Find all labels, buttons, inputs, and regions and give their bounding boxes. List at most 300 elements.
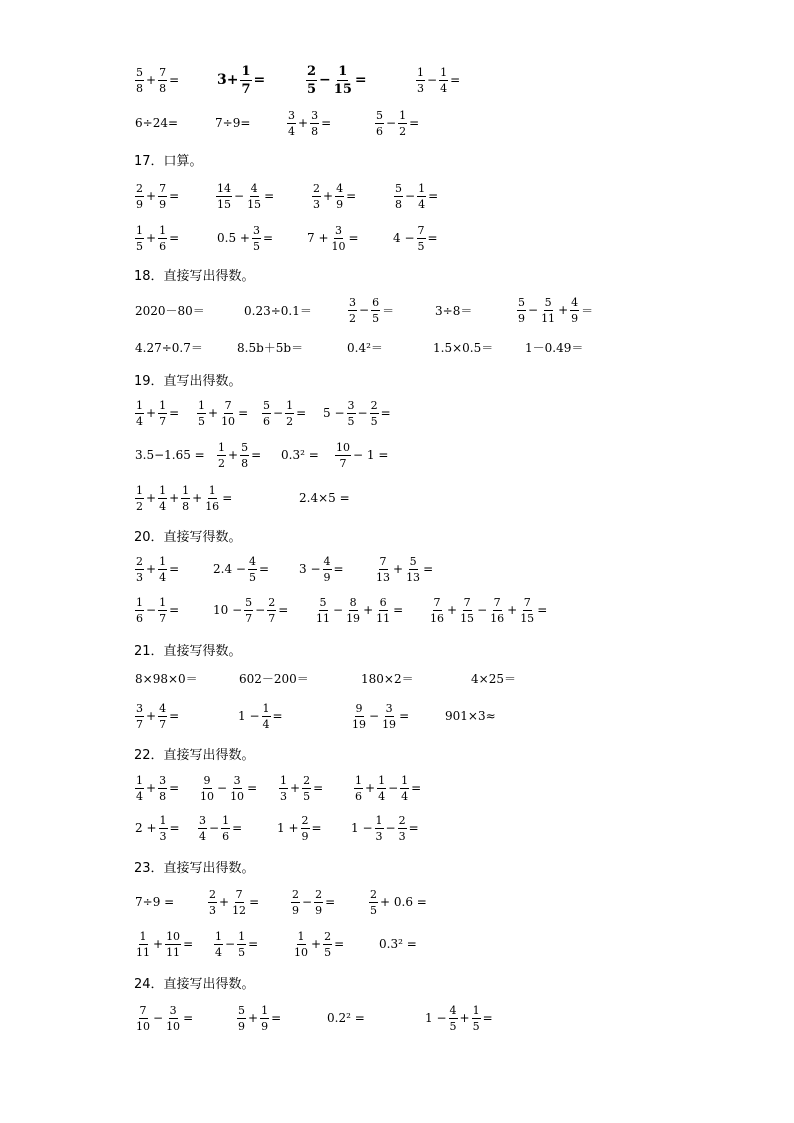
fraction [331,225,347,252]
expr-text: = [249,895,260,909]
numerator: 1 [218,440,225,454]
denominator: 4 [199,829,206,843]
fraction [208,889,217,916]
denominator: 5 [248,570,256,584]
denominator: 15 [460,611,475,625]
expr-text: + [323,189,334,203]
denominator: 9 [136,197,143,211]
expr-text: 2.4×5 = [299,491,350,505]
numerator: 1 [159,595,167,609]
equation [216,220,274,256]
denominator: 15 [333,81,352,97]
denominator: 8 [241,456,249,470]
expr-text: 2020－80＝ [135,303,205,318]
expr-text: 8.5b＋5b＝ [237,340,304,355]
fraction [246,183,262,210]
fraction [244,597,253,624]
numerator: 2 [136,554,143,568]
expr-text: 3+ [217,72,239,88]
denominator: 7 [268,611,276,625]
expr-text: = [346,189,357,203]
numerator: 3 [385,701,393,715]
numerator: 4 [248,554,256,568]
numerator: 1 [136,398,143,412]
expr-text: = [380,406,391,420]
fraction [135,183,144,210]
numerator: 7 [159,181,167,195]
denominator: 3 [313,197,320,211]
equation [374,105,420,141]
equation-row [0,660,794,696]
expr-text: 901×3≈ [445,709,496,723]
expr-text: + [248,1011,259,1025]
expr-text: = [169,406,180,420]
denominator: 5 [370,414,378,428]
fraction [135,703,144,730]
fraction [398,815,407,842]
expr-text: 4 − [393,231,415,245]
numerator: 1 [139,929,147,943]
fraction [375,110,384,137]
equation [374,551,434,587]
denominator: 10 [331,239,346,253]
fraction [302,775,311,802]
fraction [375,597,391,624]
expr-text: = [222,491,233,505]
equation-row [0,62,794,98]
equation [134,698,180,734]
fraction [158,775,167,802]
numerator: 7 [159,65,167,79]
denominator: 9 [261,1019,269,1033]
numerator: 2 [268,595,276,609]
numerator: 3 [252,223,260,237]
numerator: 4 [159,701,167,715]
expr-text: = [482,1011,493,1025]
fraction [293,931,309,958]
numerator: 1 [159,554,167,568]
numerator: 1 [262,701,270,715]
problem-heading: 24．直接写出得数。 [134,977,255,992]
fraction [405,556,421,583]
denominator: 6 [136,611,143,625]
expr-text: = [169,709,180,723]
problem-heading: 23．直接写出得数。 [134,861,255,876]
equation-row [0,395,794,431]
equation [196,395,249,431]
expr-text: = [264,189,275,203]
numerator: 7 [139,1003,147,1017]
equation [326,1000,366,1036]
numerator: 7 [417,223,425,237]
expr-text: 3 − [299,562,321,576]
denominator: 4 [262,717,270,731]
expr-text: = [296,406,307,420]
denominator: 13 [406,570,421,584]
fraction [135,1005,151,1032]
expr-text: ＝ [382,303,395,318]
problem-heading: 17．口算。 [134,154,203,169]
denominator: 4 [159,570,167,584]
expr-text: − [333,603,344,617]
expr-text: = [325,895,336,909]
numerator: 1 [136,595,143,609]
equation [236,1000,282,1036]
expr-text: = [183,937,194,951]
expr-text: − [385,821,396,835]
denominator: 3 [375,829,383,843]
denominator: 5 [252,239,260,253]
fraction [198,815,207,842]
denominator: 5 [347,414,355,428]
equation [298,480,351,516]
numerator: 3 [136,701,143,715]
expr-text: ＝ [581,303,594,318]
numerator: 2 [398,813,406,827]
expr-text: − [302,895,313,909]
equation [215,178,275,214]
equation [134,105,179,141]
numerator: 7 [433,595,441,609]
fraction [135,485,144,512]
equation-row [0,926,794,962]
equation [134,178,180,214]
numerator: 1 [280,773,287,787]
numerator: 1 [399,108,407,122]
equation-row [0,698,794,734]
numerator: 9 [355,701,363,715]
expr-text: 0.3² = [379,937,417,951]
fraction [158,556,167,583]
numerator: 1 [472,1003,480,1017]
equation-row [0,178,794,214]
denominator: 4 [378,789,386,803]
equation [238,660,310,696]
denominator: 5 [303,789,311,803]
expr-text: = [253,72,266,88]
fraction [197,400,206,427]
equation [314,592,404,628]
denominator: 8 [395,197,402,211]
expr-text: 10 − [213,603,243,617]
expr-text: = [311,821,322,835]
numerator: 1 [417,65,424,79]
expr-text: 6÷24= [135,116,179,130]
expr-text: + [146,189,157,203]
fraction [240,65,251,96]
denominator: 19 [346,611,361,625]
expr-text: − [234,189,245,203]
equation [428,592,548,628]
equation [134,592,180,628]
numerator: 2 [370,887,377,901]
denominator: 9 [323,570,331,584]
fraction [204,485,220,512]
expr-text: 1 − [238,709,260,723]
expr-text: + 0.6 = [380,895,427,909]
denominator: 11 [136,945,150,959]
numerator: 1 [208,483,216,497]
fraction [417,183,426,210]
expr-text: = [247,781,258,795]
fraction [354,775,363,802]
numerator: 3 [199,813,206,827]
numerator: 7 [235,887,243,901]
expr-text: 180×2＝ [361,671,414,686]
numerator: 1 [338,63,348,79]
expr-text: 0.4²＝ [347,340,383,355]
fraction [348,297,357,324]
fraction [312,183,321,210]
equation [134,770,180,806]
numerator: 1 [215,929,222,943]
fraction [158,400,167,427]
fraction [570,297,579,324]
denominator: 2 [218,456,225,470]
fraction [262,400,271,427]
fraction [375,815,384,842]
fraction [310,110,319,137]
expr-text: = [169,781,180,795]
denominator: 9 [336,197,344,211]
equation [134,884,175,920]
expr-text: = [428,189,439,203]
denominator: 2 [286,414,294,428]
expr-text: − [357,406,368,420]
expr-text: − [427,73,438,87]
equation [214,105,251,141]
expr-text: + [558,303,569,317]
equation [134,660,199,696]
equation [280,437,320,473]
expr-text: − [209,821,220,835]
denominator: 4 [418,197,426,211]
numerator: 1 [375,813,383,827]
fraction [165,931,181,958]
numerator: 2 [136,181,143,195]
equation [276,810,323,846]
expr-text: = [169,189,180,203]
expr-text: 1.5×0.5＝ [433,340,494,355]
expr-text: + [146,406,157,420]
equation [134,395,180,431]
fraction [159,815,168,842]
numerator: 1 [261,1003,269,1017]
numerator: 1 [297,929,305,943]
denominator: 6 [376,124,383,138]
expr-text: 3.5−1.65 = [135,448,205,462]
equation [278,770,324,806]
expr-text: + [507,603,518,617]
equation [134,1000,194,1036]
expr-text: + [298,116,309,130]
denominator: 7 [241,81,251,97]
fraction [237,931,246,958]
denominator: 5 [449,1019,457,1033]
expr-text: − [477,603,488,617]
numerator: 1 [355,773,362,787]
denominator: 2 [399,124,407,138]
expr-text: 5 − [323,406,345,420]
expr-text: = [232,821,243,835]
numerator: 1 [136,483,143,497]
equation [350,698,410,734]
fraction [216,183,232,210]
expr-text: = [258,562,270,576]
denominator: 8 [182,499,190,513]
problem-heading: 19．直写出得数。 [134,374,242,389]
equation [360,660,415,696]
fraction [489,597,505,624]
numerator: 6 [372,295,380,309]
equation [353,770,422,806]
expr-text: 7÷9= [215,116,251,130]
denominator: 3 [417,81,424,95]
numerator: 5 [518,295,525,309]
denominator: 7 [339,456,347,470]
fraction [333,65,353,96]
fraction [472,1005,481,1032]
equation [346,329,384,365]
denominator: 3 [209,903,216,917]
denominator: 9 [518,311,525,325]
fraction [417,225,426,252]
equation [470,660,517,696]
denominator: 4 [215,945,222,959]
fraction [394,183,403,210]
numerator: 2 [324,929,332,943]
expr-text: 1 − [425,1011,447,1025]
equation [350,810,420,846]
denominator: 9 [301,829,309,843]
equation-row [0,292,794,328]
expr-text: − [369,709,380,723]
fraction [240,442,249,469]
equation-row [0,105,794,141]
expr-text: − [528,303,539,317]
fraction [231,889,247,916]
fraction [158,67,167,94]
fraction [135,400,144,427]
fraction [135,67,144,94]
fraction [135,931,151,958]
expr-text: + [208,406,219,420]
numerator: 7 [224,398,232,412]
equation [290,884,336,920]
equation [334,437,389,473]
expr-text: = [408,821,419,835]
denominator: 7 [159,414,167,428]
equation [236,329,304,365]
numerator: 4 [571,295,579,309]
numerator: 5 [245,595,253,609]
numerator: 14 [217,181,231,195]
denominator: 10 [221,414,236,428]
expr-text: + [169,491,180,505]
fraction [449,1005,458,1032]
denominator: 7 [136,717,143,731]
denominator: 15 [247,197,262,211]
numerator: 1 [198,398,205,412]
expr-text: = [334,937,345,951]
equation [444,698,497,734]
expr-text: = [272,709,283,723]
equation [134,810,181,846]
fraction [229,775,245,802]
expr-text: 0.3² = [281,448,319,462]
expr-text: − [273,406,284,420]
fraction [314,889,323,916]
equation-row [0,551,794,587]
fraction [369,889,378,916]
denominator: 19 [352,717,366,731]
fraction [315,597,331,624]
denominator: 9 [315,903,323,917]
numerator: 1 [136,773,143,787]
fraction [237,1005,246,1032]
denominator: 9 [238,1019,245,1033]
denominator: 7 [159,611,167,625]
equation [311,178,357,214]
numerator: 7 [523,595,531,609]
equation [212,592,289,628]
denominator: 10 [136,1019,150,1033]
fraction [351,703,367,730]
numerator: 5 [376,108,383,122]
numerator: 2 [315,887,323,901]
expr-text: = [251,448,262,462]
denominator: 8 [159,789,167,803]
numerator: 3 [335,223,343,237]
expr-text: + [311,937,322,951]
expr-text: + [219,895,230,909]
numerator: 4 [336,181,344,195]
numerator: 6 [379,595,387,609]
problem-heading: 18．直接写出得数。 [134,269,255,284]
denominator: 10 [230,789,245,803]
numerator: 5 [319,595,327,609]
equation-row [0,220,794,256]
denominator: 19 [382,717,397,731]
fraction [279,775,288,802]
expr-text: 602－200＝ [239,671,309,686]
equation [134,292,206,328]
numerator: 1 [159,223,167,237]
denominator: 11 [541,311,556,325]
numerator: 3 [169,1003,177,1017]
denominator: 6 [355,789,362,803]
expr-text: − [146,603,157,617]
expr-text: − [405,189,416,203]
denominator: 4 [136,414,143,428]
denominator: 3 [280,789,287,803]
expr-text: + [192,491,203,505]
expr-text: = [399,709,410,723]
expr-text: 4×25＝ [471,671,516,686]
fraction [248,556,257,583]
numerator: 1 [241,63,251,79]
denominator: 5 [370,903,377,917]
expr-text: = [333,562,344,576]
expr-text: = [409,116,420,130]
fraction [214,931,223,958]
equation [392,220,439,256]
fraction [459,597,475,624]
expr-text: + [447,603,458,617]
expr-text: − [359,303,370,317]
equation [306,220,360,256]
denominator: 16 [490,611,505,625]
